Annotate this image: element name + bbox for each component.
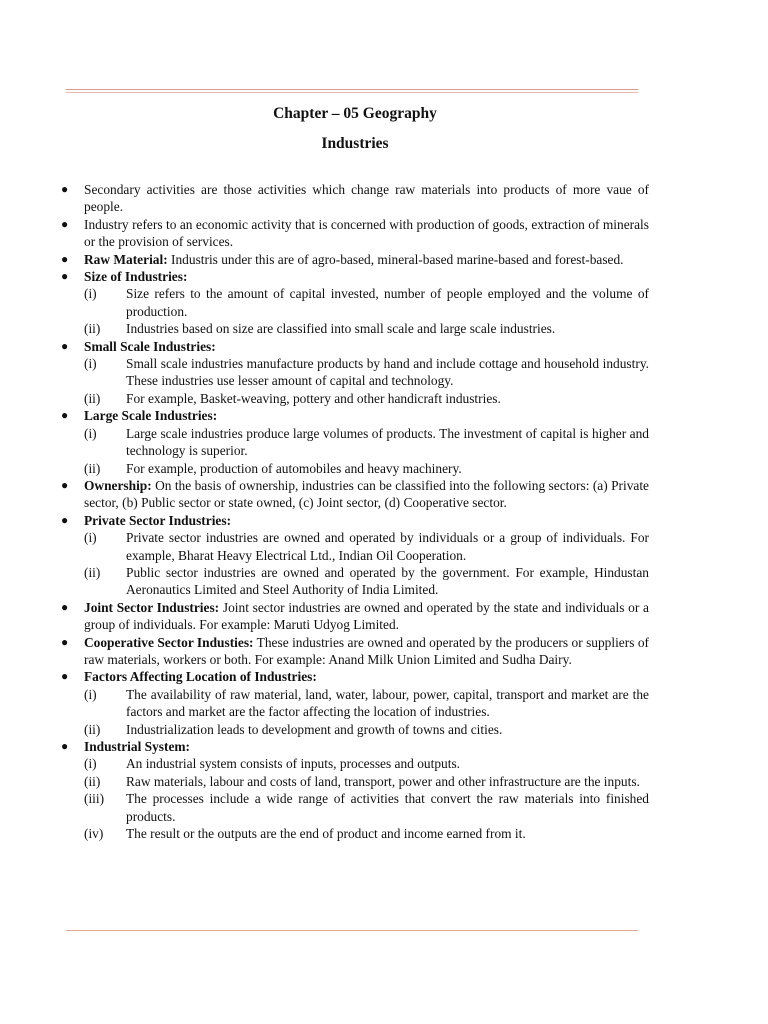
bullet-item — [59, 738, 649, 755]
sub-point-number: (i) — [84, 756, 97, 772]
sub-point-text: Public sector industries are owned and operated by the government. For example, Hindustan Aeronautics Limited and Steel Authority of India Limited. — [126, 564, 649, 598]
sub-point-number: (ii) — [84, 321, 101, 337]
bullet-item — [59, 251, 649, 268]
header-rule — [66, 89, 638, 93]
bullet-text: Secondary activities are those activities which change raw materials into products of more vaue of people. — [84, 182, 649, 215]
sub-point-text: For example, Basket-weaving, pottery and other handicraft industries. — [126, 390, 501, 406]
sub-point — [59, 790, 649, 825]
sub-point-number: (ii) — [84, 773, 101, 789]
bullet-item — [59, 181, 649, 216]
bullet-icon: ● — [61, 269, 69, 284]
bullet-icon: ● — [61, 408, 69, 423]
sub-point-number: (iii) — [84, 791, 105, 807]
sub-point-text: The availability of raw material, land, water, labour, power, capital, transport and market are the factors and market are the factor affecting the location of industries. — [126, 686, 649, 720]
sub-point-text: Small scale industries manufacture products by hand and include cottage and household industry. These industries use lesser amount of capital and technology. — [126, 356, 649, 389]
bullet-icon: ● — [61, 739, 69, 753]
sub-point-number: (ii) — [84, 721, 101, 737]
bullet-item — [59, 599, 649, 634]
sub-point — [59, 390, 649, 407]
sub-point-text: Industries based on size are classified into small scale and large scale industries. — [126, 321, 556, 337]
bullet-item — [59, 668, 649, 685]
bullet-item — [59, 268, 649, 285]
sub-point — [59, 564, 649, 599]
sub-point-text: Industrialization leads to development and growth of towns and cities. — [126, 721, 503, 737]
sub-point — [59, 425, 649, 460]
bullet-text: On the basis of ownership, industries can be classified into the following sectors: (a) Private sector, (b) Public sector or state owned, (c) Joint sector, (d) Cooperative sector. — [84, 477, 649, 511]
bullet-item — [59, 512, 649, 529]
bullet-icon: ● — [61, 216, 69, 231]
sub-point — [59, 460, 649, 477]
sub-point-number: (ii) — [84, 390, 101, 406]
bullet-icon: ● — [61, 599, 69, 614]
bullet-heading: Cooperative Sector Industies: — [84, 634, 254, 650]
bullet-item — [59, 477, 649, 512]
bullet-item — [59, 407, 649, 424]
sub-point — [59, 285, 649, 320]
sub-point — [59, 529, 649, 564]
bullet-icon: ● — [61, 669, 69, 684]
sub-point-number: (iv) — [84, 826, 104, 842]
sub-point-text: The processes include a wide range of activities that convert the raw materials into finished products. — [126, 791, 649, 824]
bullet-heading: Raw Material: — [84, 251, 168, 267]
bullet-icon: ● — [61, 182, 69, 196]
bullet-icon: ● — [61, 338, 69, 353]
bullet-icon: ● — [61, 512, 69, 527]
bullet-text: Joint sector industries are owned and operated by the state and individuals or a group of individuals. For example: Maruti Udyog Limited. — [84, 599, 650, 633]
bullet-item — [59, 338, 649, 355]
bullet-icon: ● — [61, 634, 69, 649]
sub-point-text: Raw materials, labour and costs of land, transport, power and other infrastructure are the inputs. — [126, 773, 640, 789]
sub-point — [59, 355, 649, 390]
footer-rule — [66, 930, 638, 931]
bullet-heading: Large Scale Industries: — [84, 408, 218, 424]
bullet-heading: Private Sector Industries: — [84, 512, 232, 528]
sub-point-text: For example, production of automobiles and heavy machinery. — [126, 460, 462, 476]
sub-point-text: An industrial system consists of inputs, processes and outputs. — [126, 756, 461, 772]
bullet-heading: Size of Industries: — [84, 269, 188, 285]
bullet-icon: ● — [61, 251, 69, 266]
sub-point-number: (i) — [84, 356, 97, 372]
bullet-text: These industries are owned and operated by the producers or suppliers of raw materials, workers or both. For example: Anand Milk Union Limited and Sudha Dairy. — [84, 634, 649, 667]
chapter-title: Chapter – 05 Geography — [273, 105, 437, 122]
bullet-heading: Ownership: — [84, 477, 152, 493]
sub-point-number: (i) — [84, 686, 97, 702]
bullet-heading: Factors Affecting Location of Industries: — [84, 669, 317, 685]
sub-point-number: (i) — [84, 530, 97, 546]
sub-point — [59, 686, 649, 721]
bullet-heading: Small Scale Industries: — [84, 338, 216, 354]
sub-point-text: Large scale industries produce large volumes of products. The investment of capital is higher and technology is superior. — [126, 425, 649, 459]
notes-list — [59, 181, 649, 842]
sub-point — [59, 320, 649, 337]
bullet-item — [59, 634, 649, 669]
topic-title: Industries — [321, 135, 389, 152]
sub-point-number: (i) — [84, 425, 97, 441]
sub-point — [59, 773, 649, 790]
sub-point-number: (i) — [84, 286, 97, 302]
sub-point-text: Size refers to the amount of capital invested, number of people employed and the volume of production. — [126, 286, 649, 319]
sub-point-number: (ii) — [84, 564, 101, 580]
bullet-item — [59, 216, 649, 251]
bullet-heading: Joint Sector Industries: — [84, 599, 220, 615]
sub-point-number: (ii) — [84, 460, 101, 476]
sub-point — [59, 755, 649, 772]
bullet-heading: Industrial System: — [84, 739, 191, 754]
bullet-text: Industris under this are of agro-based, mineral-based marine-based and forest-based. — [167, 251, 624, 267]
sub-point-text: The result or the outputs are the end of product and income earned from it. — [126, 826, 526, 842]
sub-point-text: Private sector industries are owned and operated by individuals or a group of individuals. For example, Bharat Heavy Electrical Ltd., Indian Oil Cooperation. — [126, 530, 649, 563]
bullet-icon: ● — [61, 477, 69, 492]
sub-point — [59, 721, 649, 738]
bullet-text: Industry refers to an economic activity that is concerned with production of goods, extraction of minerals or the provision of services. — [84, 216, 649, 250]
sub-point — [59, 825, 649, 842]
